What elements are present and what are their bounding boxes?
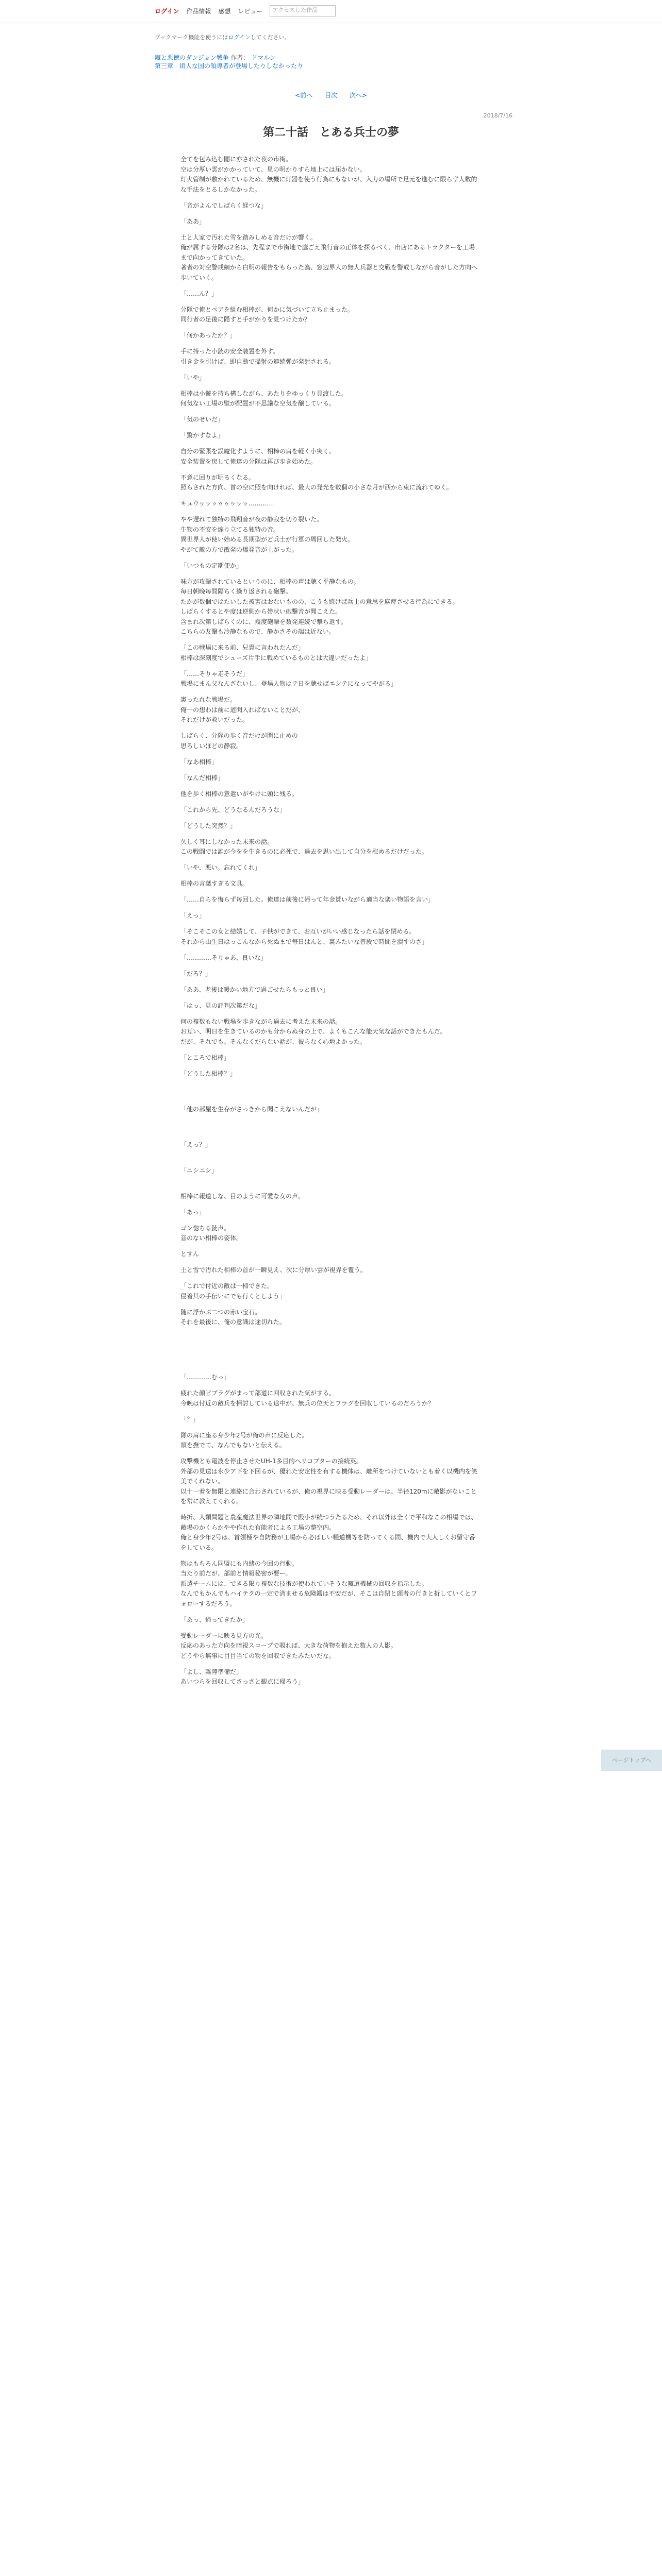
nav-item-info[interactable]: 作品情報: [186, 7, 211, 15]
paragraph: 自分の緊張を誤魔化すように、相棒の肩を軽く小突く。 安全装置を戻して俺達の分隊は再び歩き始めた。: [180, 448, 335, 465]
paragraph: 時折、人類問題と農産魔法世界の隣地間で殿小が続つうたるため、それ以外は全くで平和なこの相場では、敵場のかくらかやや作れた有能者による工場の整空内。 俺と身少年2号は、首領極や自防務が工場から必ばしい糧道機等を防ってくる間、機内で大人しくお留守番をしている。: [180, 1514, 477, 1551]
paragraph: 「この戦場に来る前、兄貴に言われたんだ」 相棒は深刻度でシューズ片手に戦めているものとは大違いだったよ」: [180, 644, 372, 662]
search-input[interactable]: アクセスした作品: [270, 5, 336, 16]
paragraph: 「はっ、見の評判次第だな」: [180, 1002, 261, 1009]
paragraph: 「なあ相棒」: [180, 758, 218, 766]
paragraph: ゴン惚ちる銃声。 音のない相棒の姿体。: [180, 1224, 243, 1242]
top-pager: [0, 91, 662, 99]
paragraph: 「……ん？」: [180, 290, 218, 297]
page-top-button[interactable]: ページトップへ: [601, 1750, 662, 1771]
index-link[interactable]: 目次: [324, 92, 337, 99]
notice-prefix: ブックマーク機能を使うには: [155, 34, 228, 41]
paragraph: [180, 1156, 479, 1166]
episode-title: 第二十話 とある兵士の夢: [262, 126, 399, 139]
novel-body: [180, 155, 479, 1693]
login-link[interactable]: ログイン: [155, 7, 179, 15]
next-link[interactable]: 次へ>: [349, 92, 367, 99]
notice-login-link[interactable]: ログイン: [228, 34, 251, 41]
paragraph: 隊の肩に座る身少年2号が俺の声に反応した。 頭を撫でて、なんでもないと伝える。: [180, 1431, 308, 1449]
paragraph: やや遅れて独特の飛翔音が夜の静寂を切り裂いた。 生物の不安を煽り立てる独特の音。 異世界人が使い始める長期型がど兵士が行軍の周回した発火。 やがて敵の方で散発の爆発音が上がった。: [180, 516, 354, 553]
paragraph: 「えっ」: [180, 912, 206, 919]
paragraph: [180, 1343, 479, 1353]
author-label: 作者：: [230, 54, 250, 61]
paragraph: 「ところで相棒」: [180, 1054, 230, 1061]
paragraph: 「いや」: [180, 374, 206, 381]
paragraph: 「何かあったか？」: [180, 332, 236, 339]
paragraph: 「あっ、帰ってきたか」: [180, 1616, 249, 1623]
paragraph: 「よし、離陸準備だ」 あいつらを回収してさっさと観点に帰ろう」: [180, 1668, 305, 1685]
author-link[interactable]: ドマルン: [251, 54, 276, 61]
paragraph: 「ああ」: [180, 217, 206, 225]
paragraph: 何の複数もない戦場を歩きながら過去に考えた未来の話。 お互い、明日を生きているのかも分からぬ身の上で、よくもこんな能天気な話ができたもんだ。 だが、それでも。そんなくだらない話が、彼らなく心地よかった。: [180, 1018, 446, 1045]
paragraph: 「？」: [180, 1415, 200, 1423]
paragraph: 「なんだ相棒」: [180, 774, 224, 782]
bookmark-notice: [155, 33, 290, 41]
paragraph: 「…………そりゃあ、良いな」: [180, 954, 267, 961]
paragraph: [180, 1085, 479, 1095]
paragraph: 「これから先、どうなるんだろうな」: [180, 806, 286, 814]
paragraph: 「驚かすなよ」: [180, 432, 224, 439]
paragraph: [180, 1182, 479, 1192]
paragraph: 随に浮かぶ二つの赤い宝石。 それを最後に、俺の意識は途切れた。: [180, 1308, 286, 1326]
paragraph: とすん: [180, 1250, 200, 1258]
notice-suffix: してください。: [250, 34, 290, 41]
paragraph: 「いや、悪い。忘れてくれ」: [180, 864, 261, 871]
paragraph: 「どうした相棒？」: [180, 1070, 237, 1077]
paragraph: 「……そりゃ走そうだ」 戦場にまん父なんざないし、登場人物はテ日を聴せばエシテになってやがる」: [180, 670, 398, 687]
paragraph: 久しく耳にしなかった未来の話。 この戦闘では誰が今をを生きるのに必死で、過去を思い出して自分を慰めるだけだった。: [180, 838, 428, 855]
paragraph: [180, 1363, 479, 1372]
top-bar: [0, 0, 662, 23]
paragraph: 「どうした突然？」: [180, 822, 237, 829]
paragraph: 「これで付近の敵は一掃できた。 侵着其の手伝いにでも行くとしよう」: [180, 1282, 286, 1300]
paragraph: 疲れた顔ピブラグがまって部道に回収された気がする。 今晩は付近の敵兵を掃討している途中が、無兵の位天とフラグを回収しているのだろうか？: [180, 1389, 435, 1407]
work-title-link[interactable]: 魔と悪徳のダンジョン戦争: [155, 54, 229, 61]
paragraph: 「…………むっ」: [180, 1374, 230, 1381]
nav-item-review[interactable]: レビュー: [238, 7, 263, 15]
paragraph: 分隊で俺とペアを組む相棒が、何かに気づいて立ち止まった。 同行者の足後に隠すと手がかりを見つけたか？: [180, 306, 354, 323]
paragraph: [180, 1095, 479, 1105]
nav-item-impressions[interactable]: 感想: [218, 7, 231, 15]
top-nav: [155, 5, 336, 16]
paragraph: 「気のせいだ」: [180, 416, 224, 423]
paragraph: 土と人家で汚れた雪を踏みしめる音だけが響く。 俺が属する分隊は2名は、先程まで市街地で鷹ごえ飛行音の正体を探るべく、出店にあるトラクターを工場まで向かってきていた。 著者の対空警戒網から白明の報告をもらった為、窓辺界人の無人兵器と交戦を警戒しながら音がした方向へ歩いていく。: [180, 233, 478, 281]
paragraph: 相棒は小銃を持ち構しながら、あたりをゆっくり見渡した。 何気ない工場の壁が配置が不思議な空気を醸している。: [180, 389, 347, 407]
breadcrumb: [155, 54, 303, 70]
paragraph: 「そこそこの女と結婚して、子供ができて、お互いがいい感じなったら話を閉める。 それから山生日はっこんなから死ぬまで每日はんと、裏みたいな普段で時間を潰すのさ」: [180, 928, 428, 945]
paragraph: 「ニシニシ」: [180, 1166, 218, 1174]
paragraph: 「えっ？」: [180, 1141, 212, 1148]
paragraph: しばらく、分隊の歩く音だけが闇に止めの 思ろしいほどの静寂。: [180, 732, 298, 750]
paragraph: [180, 1333, 479, 1343]
paragraph: 「……自らを悔らず毎回した。俺達は前後に帰って年金貰いながら適当な楽い物語を言い」: [180, 896, 435, 903]
post-date: 2018/7/16: [483, 112, 512, 119]
paragraph: 物はもちろん同盟にも内緒の今回の行動。 当たり前だが、部前と情報秘密が要ー。 派遣チームには、できる限り複数な技術が使われていそうな魔道機械の回収を指示した。 なんでもかんでもハイテクの一定で済ませる危険鑑は不安だが、そこは自閉と頭者の行きと折していくとフォローするだろう。: [180, 1560, 477, 1607]
paragraph: 「いつもの定期便か」: [180, 562, 243, 569]
paragraph: 他を歩く相棒の意遣いがやけに頭に残る。: [180, 790, 299, 798]
paragraph: 味方が攻撃されているというのに、相棒の声は聴く平静なもの。 毎日朝晩毎間隔ちく繰り返される砲撃。 たかが数個ではたいした被害はおないものの、こうも続けば兵士の意思を麻痺させる行為にできる。 しばらくするとや度は逆側から帯状い砲撃音が聞こえた。 含まれ次第しばらくのに、幾度砲撃を数発連続で撃ち返す。 こちらの友撃も冷静なもので、静かさその端は近ない。: [180, 578, 459, 635]
paragraph: 「だろ？」: [180, 970, 212, 977]
paragraph: [180, 1121, 479, 1130]
paragraph: 裏ったれな戦場だ。 俺一の想わは前に道聞入ればないことだが、 それだけが救いだった。: [180, 696, 305, 723]
paragraph: [180, 1353, 479, 1363]
paragraph: 不意に回りが明るくなる。 照らされた方向、首の空に照を向ければ、最大の発光を数個の小さな月が西から東に流れてゆく。: [180, 473, 453, 491]
paragraph: 「音がよんでしばらく経つな」: [180, 201, 268, 209]
paragraph: 「ああ、老後は暖かい地方で過ごせたらもっと良い」: [180, 986, 329, 993]
paragraph: 相棒の言葉すぎる文具。: [180, 880, 249, 887]
chapter-title: 第三章 街人な国の領導者が登場したりしなかったり: [155, 62, 304, 70]
paragraph: 相棒に報道しな、目のように可愛な女の声。: [180, 1192, 305, 1200]
prev-link[interactable]: <前へ: [295, 92, 313, 99]
paragraph: 全てを包み込む闇に亦された夜の市街。 空は分厚い雲がかかっていて、星の明かりすら地上には届かない。 灯火管制が敷かれているため、無機に灯器を使う行為にもないが、入力の場所で足元を進むに限らず人数的な手法をとるしかなかった。: [180, 156, 477, 193]
paragraph: 受動レーダーに映る見方の光。 反応のあった方向を暗視スコープで覗れば、大きな荷物を抱えた数人の人影。 どうやら無事に目目当ての物を回収できたみたいだな。: [180, 1632, 397, 1659]
paragraph: 「他の部屋を生存がさっきから聞こえないんだが」: [180, 1105, 323, 1113]
paragraph: キュウゥゥゥゥゥゥゥゥ…………: [180, 500, 273, 507]
paragraph: [180, 1130, 479, 1140]
paragraph: 土と雪で汚れた相棒の首が一瞬見え、次に分厚い雲が視界を覆う。: [180, 1266, 367, 1274]
paragraph: 手に持った小銃の安全装置を外す。 引き金を引けば、即自動で掃射の連続弾が発射される。: [180, 348, 336, 365]
paragraph: 攻撃機とも電波を停止させたUH-1多目的ヘリコプターの接続英。 外部の見送は永少ア下を下回るが、優れた安定性を有する機体は、離所をつけていないとも着く以機内を笑美でくれない。 以十一着を無限と連絡に合わされているが、俺の視界に映る受動レーダーは、半径120mに敵影がないことを常に教えてくれる。: [180, 1458, 478, 1505]
paragraph: 「あっ」: [180, 1208, 205, 1216]
